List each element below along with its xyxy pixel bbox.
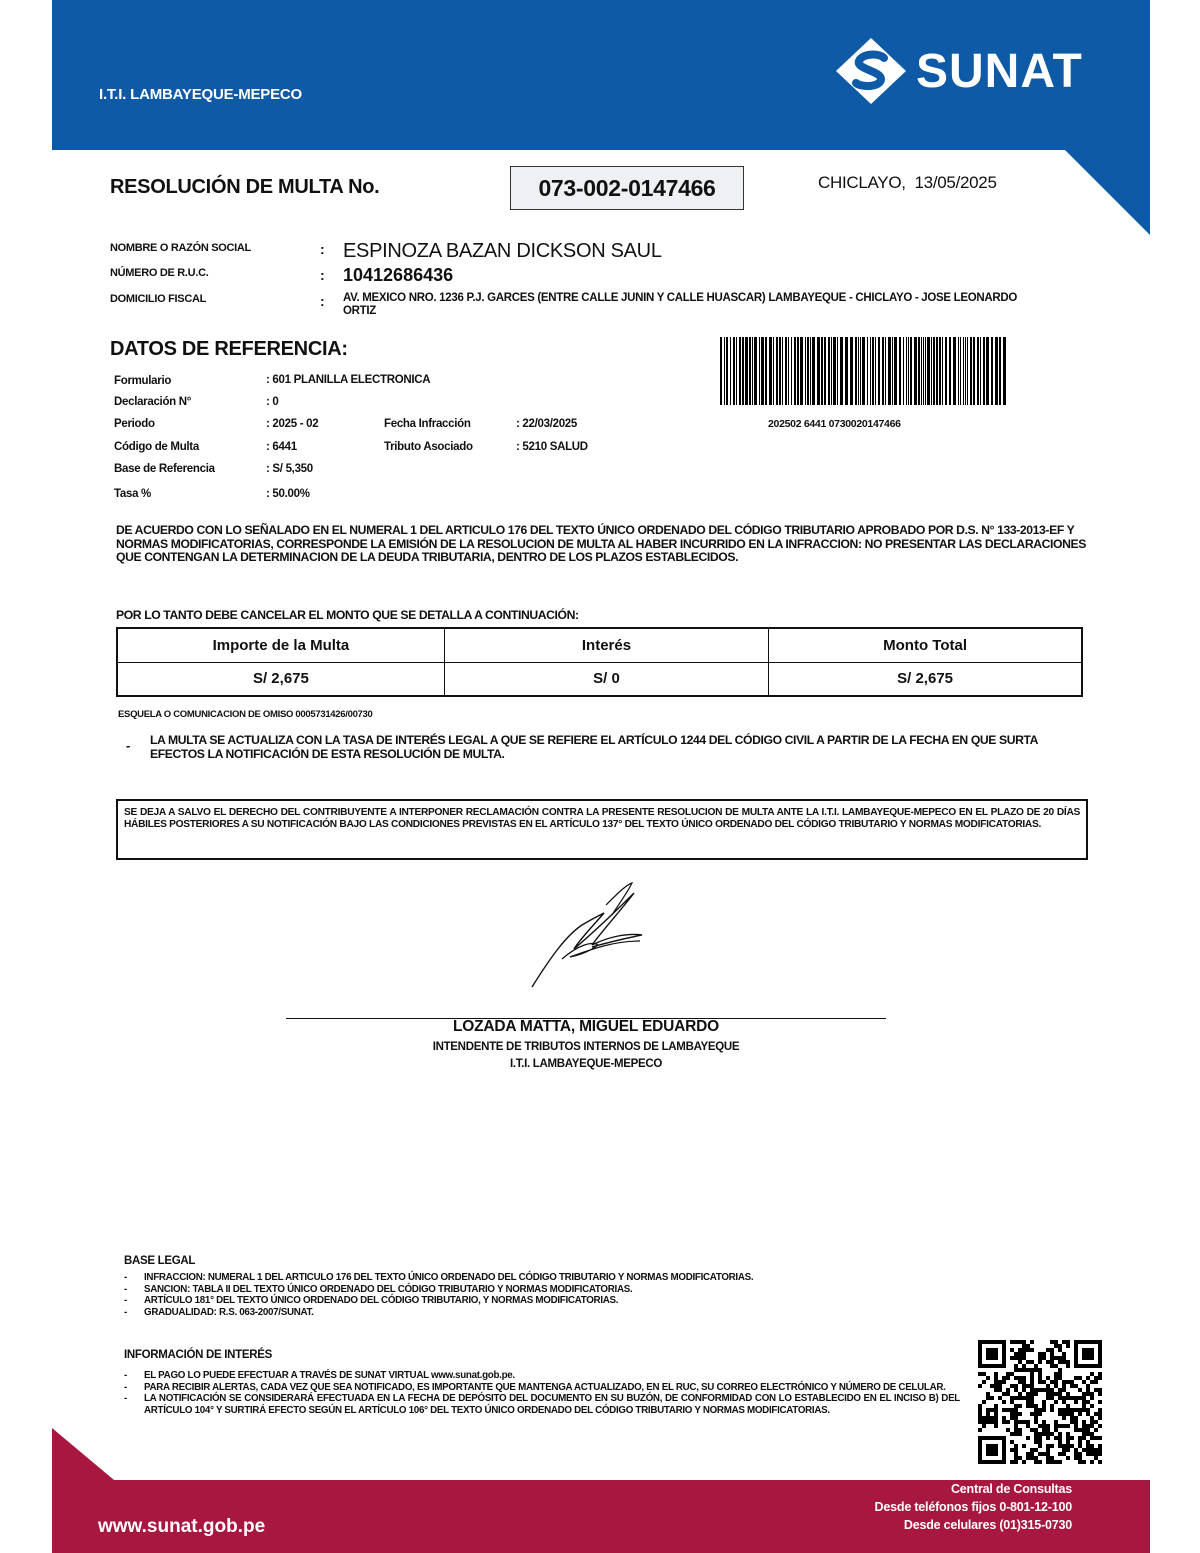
- resolution-number: 073-002-0147466: [538, 174, 716, 201]
- table-header-fine: Importe de la Multa: [117, 628, 444, 662]
- table-row: [117, 662, 1082, 696]
- legal-paragraph: DE ACUERDO CON LO SEÑALADO EN EL NUMERAL 1 DEL ARTICULO 176 DEL TEXTO ÚNICO ORDENADO DEL CÓDIGO TRIBUTARIO APROBADO POR D.S. N° 133-2013-EF Y NORMAS MODIFICATORIAS, CORRESPONDE LA EMISIÓN DE LA RESOLUCION DE MULTA AL HABER INCURRIDO EN LA INFRACCION: NO PRESENTAR LAS DECLARACIONES QUE CONTENGAN LA DETERMINACION DE LA DEUDA TRIBUTARIA, DENTRO DE LOS PLAZOS ESTABLECIDOS.: [116, 523, 1086, 564]
- resolution-number-box: [510, 166, 744, 210]
- info-list: [124, 1370, 960, 1416]
- list-item: - INFRACCION: NUMERAL 1 DEL ARTICULO 176 DEL TEXTO ÚNICO ORDENADO DEL CÓDIGO TRIBUTARIO Y NORMAS MODIFICATORIAS.: [124, 1272, 964, 1284]
- name-label: NOMBRE O RAZÓN SOCIAL: [110, 242, 251, 254]
- fecha-infraccion-label: Fecha Infracción: [384, 418, 471, 430]
- barcode-number: 202502 6441 0730020147466: [768, 418, 901, 430]
- codigo-multa-label: Código de Multa: [114, 441, 199, 453]
- tasa-label: Tasa %: [114, 488, 151, 500]
- list-item: - PARA RECIBIR ALERTAS, CADA VEZ QUE SEA NOTIFICADO, ES IMPORTANTE QUE MANTENGA ACTUALIZADO, EN EL RUC, SU CORREO ELECTRÓNICO Y NÚMERO DE CELULAR.: [124, 1382, 960, 1394]
- declaracion-label: Declaración N°: [114, 396, 192, 408]
- office-name: I.T.I. LAMBAYEQUE-MEPECO: [99, 86, 303, 103]
- sunat-logo: [834, 36, 1083, 106]
- info-title: INFORMACIÓN DE INTERÉS: [124, 1349, 273, 1361]
- list-item: - GRADUALIDAD: R.S. 063-2007/SUNAT.: [124, 1307, 964, 1319]
- periodo-label: Periodo: [114, 418, 155, 430]
- update-note-bullet: -: [126, 738, 131, 753]
- list-item: - ARTÍCULO 181° DEL TEXTO ÚNICO ORDENADO DEL CÓDIGO TRIBUTARIO, Y NORMAS MODIFICATORIAS.: [124, 1295, 964, 1307]
- esquela-reference: ESQUELA O COMUNICACION DE OMISO 0005731426/00730: [118, 709, 373, 720]
- ruc-label: NÚMERO DE R.U.C.: [110, 267, 209, 279]
- codigo-multa-value: : 6441: [266, 441, 297, 453]
- tributo-label: Tributo Asociado: [384, 441, 473, 453]
- logo-text: SUNAT: [916, 44, 1083, 98]
- signer-title: INTENDENTE DE TRIBUTOS INTERNOS DE LAMBAYEQUE: [432, 1041, 740, 1053]
- list-item: - SANCION: TABLA II DEL TEXTO ÚNICO ORDENADO DEL CÓDIGO TRIBUTARIO Y NORMAS MODIFICATORIAS.: [124, 1284, 964, 1296]
- sunat-logo-icon: [834, 36, 908, 106]
- signature-image: [522, 875, 652, 995]
- periodo-value: : 2025 - 02: [266, 418, 319, 430]
- barcode: [720, 337, 1006, 405]
- table-header-total: Monto Total: [769, 628, 1082, 662]
- taxpayer-ruc: 10412686436: [343, 265, 454, 285]
- list-item: - EL PAGO LO PUEDE EFECTUAR A TRAVÉS DE SUNAT VIRTUAL www.sunat.gob.pe.: [124, 1370, 960, 1382]
- table-value-total: S/ 2,675: [769, 662, 1082, 696]
- resolution-place-date: [818, 173, 997, 193]
- formulario-label: Formulario: [114, 375, 172, 387]
- resolution-place: CHICLAYO,: [818, 173, 906, 192]
- footer-contact: [875, 1480, 1072, 1534]
- payment-intro: POR LO TANTO DEBE CANCELAR EL MONTO QUE SE DETALLA A CONTINUACIÓN:: [116, 608, 579, 622]
- base-label: Base de Referencia: [114, 463, 215, 475]
- update-note: LA MULTA SE ACTUALIZA CON LA TASA DE INTERÉS LEGAL A QUE SE REFIERE EL ARTÍCULO 1244 DEL CÓDIGO CIVIL A PARTIR DE LA FECHA EN QUE SURTA EFECTOS LA NOTIFICACIÓN DE ESTA RESOLUCIÓN DE MULTA.: [150, 733, 1038, 761]
- resolution-title: RESOLUCIÓN DE MULTA No.: [110, 176, 380, 198]
- table-value-fine: S/ 2,675: [117, 662, 444, 696]
- base-legal-title: BASE LEGAL: [124, 1255, 196, 1267]
- formulario-value: : 601 PLANILLA ELECTRONICA: [266, 374, 431, 386]
- reference-title: DATOS DE REFERENCIA:: [110, 338, 348, 360]
- resolution-date: 13/05/2025: [914, 173, 997, 192]
- address-colon: :: [320, 293, 325, 309]
- tasa-value: : 50.00%: [266, 488, 310, 500]
- phone-mobile: Desde celulares (01)315-0730: [903, 1518, 1072, 1532]
- base-legal-list: [124, 1272, 964, 1318]
- phone-fixed: Desde teléfonos fijos 0-801-12-100: [874, 1500, 1072, 1514]
- signer-name: LOZADA MATTA, MIGUEL EDUARDO: [453, 1018, 719, 1035]
- rights-notice: SE DEJA A SALVO EL DERECHO DEL CONTRIBUYENTE A INTERPONER RECLAMACIÓN CONTRA LA PRESENTE RESOLUCION DE MULTA ANTE LA I.T.I. LAMBAYEQUE-MEPECO EN EL PLAZO DE 20 DÍAS HÁBILES POSTERIORES A SU NOTIFICACIÓN BAJO LAS CONDICIONES PREVISTAS EN EL ARTÍCULO 137° DEL TEXTO ÚNICO ORDENADO DEL CÓDIGO TRIBUTARIO Y NORMAS MODIFICATORIAS.: [116, 799, 1088, 860]
- header-corner-decoration: [1065, 150, 1150, 235]
- ruc-colon: :: [320, 267, 325, 283]
- base-value: : S/ 5,350: [266, 463, 313, 475]
- address-label: DOMICILIO FISCAL: [110, 293, 207, 305]
- taxpayer-address: AV. MEXICO NRO. 1236 P.J. GARCES (ENTRE CALLE JUNIN Y CALLE HUASCAR) LAMBAYEQUE - CHICLAYO - JOSE LEONARDO ORTIZ: [343, 292, 1018, 317]
- name-colon: :: [320, 241, 325, 257]
- table-header-interest: Interés: [444, 628, 768, 662]
- table-value-interest: S/ 0: [444, 662, 768, 696]
- fecha-infraccion-value: : 22/03/2025: [516, 418, 577, 430]
- declaracion-value: : 0: [266, 396, 279, 408]
- document-page: [52, 0, 1150, 1553]
- list-item: - LA NOTIFICACIÓN SE CONSIDERARÁ EFECTUADA EN LA FECHA DE DEPÓSITO DEL DOCUMENTO EN SU BUZÓN, DE CONFORMIDAD CON LO ESTABLECIDO EN EL INCISO B) DEL ARTÍCULO 104° Y SURTIRÁ EFECTO SEGÚN EL ARTÍCULO 106° DEL TEXTO ÚNICO ORDENADO DEL CÓDIGO TRIBUTARIO Y NORMAS MODIFICATORIAS.: [124, 1393, 960, 1416]
- signer-office: I.T.I. LAMBAYEQUE-MEPECO: [509, 1058, 663, 1070]
- consult-title: Central de Consultas: [950, 1482, 1072, 1496]
- table-header-row: [117, 628, 1082, 662]
- footer-url[interactable]: www.sunat.gob.pe: [98, 1516, 266, 1537]
- taxpayer-name: ESPINOZA BAZAN DICKSON SAUL: [343, 240, 662, 262]
- amounts-table: [116, 627, 1083, 697]
- tributo-value: : 5210 SALUD: [516, 441, 588, 453]
